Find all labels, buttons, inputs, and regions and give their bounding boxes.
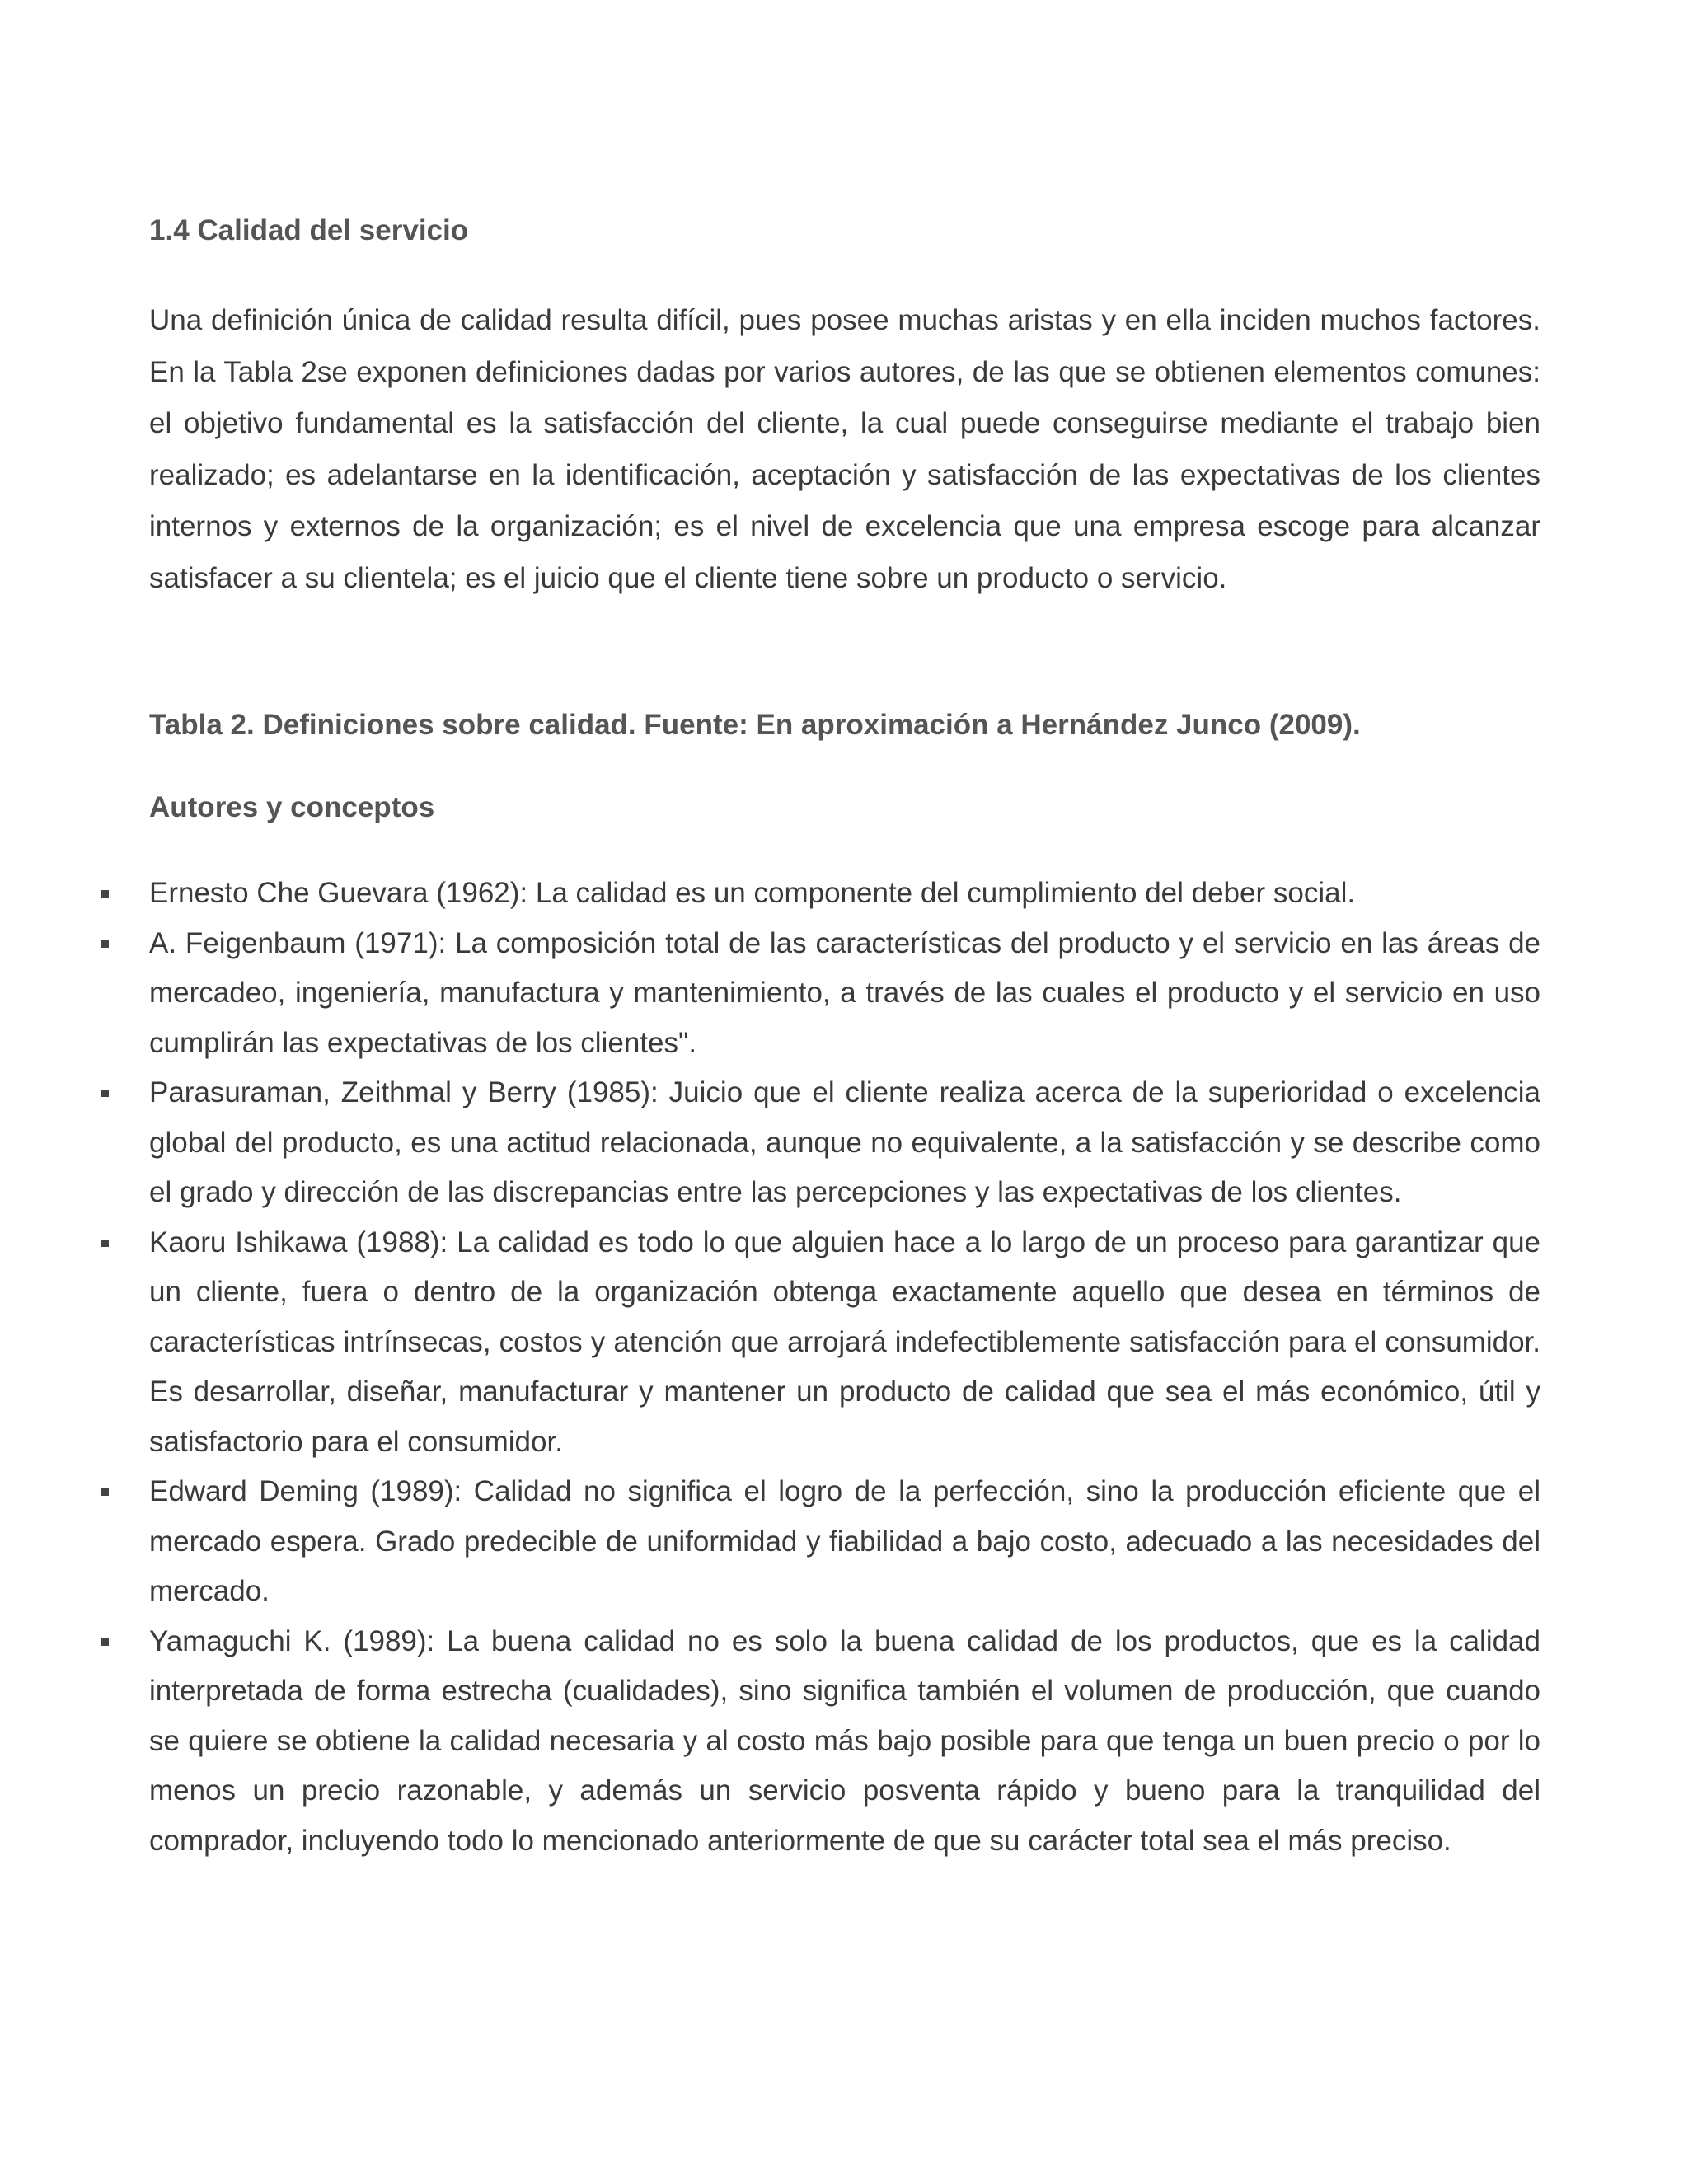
list-item	[149, 1617, 1540, 1867]
square-bullet-icon	[101, 1488, 109, 1496]
square-bullet-icon	[101, 1638, 109, 1646]
table-caption: Tabla 2. Definiciones sobre calidad. Fuente: En aproximación a Hernández Junco (2009).	[149, 709, 1361, 741]
list-item-text: Kaoru Ishikawa (1988): La calidad es todo lo que alguien hace a lo largo de un proceso para garantizar que un cliente, fuera o dentro de la organización obtenga exactamente aquello que desea en términos de características intrínsecas, costos y atención que arrojará indefectiblemente satisfacción para el consumidor. Es desarrollar, diseñar, manufacturar y mantener un producto de calidad que sea el más económico, útil y satisfactorio para el consumidor.	[149, 1226, 1540, 1458]
square-bullet-icon	[101, 1240, 109, 1247]
intro-paragraph: Una definición única de calidad resulta difícil, pues posee muchas aristas y en ella inciden muchos factores. En la Tabla 2se exponen definiciones dadas por varios autores, de las que se obtienen elementos comunes: el objetivo fundamental es la satisfacción del cliente, la cual puede conseguirse mediante el trabajo bien realizado; es adelantarse en la identificación, aceptación y satisfacción de las expectativas de los clientes internos y externos de la organización; es el nivel de excelencia que una empresa escoge para alcanzar satisfacer a su clientela; es el juicio que el cliente tiene sobre un producto o servicio.	[149, 304, 1540, 594]
list-item-text: Yamaguchi K. (1989): La buena calidad no es solo la buena calidad de los productos, que es la calidad interpretada de forma estrecha (cualidades), sino significa también el volumen de producción, que cuando se quiere se obtiene la calidad necesaria y al costo más bajo posible para que tenga un buen precio o por lo menos un precio razonable, y además un servicio posventa rápido y bueno para la tranquilidad del comprador, incluyendo todo lo mencionado anteriormente de que su carácter total sea el más preciso.	[149, 1624, 1540, 1857]
square-bullet-icon	[101, 1090, 109, 1097]
list-item-text: Parasuraman, Zeithmal y Berry (1985): Juicio que el cliente realiza acerca de la superioridad o excelencia global del producto, es una actitud relacionada, aunque no equivalente, a la satisfacción y se describe como el grado y dirección de las discrepancias entre las percepciones y las expectativas de los clientes.	[149, 1076, 1540, 1208]
list-item	[149, 1068, 1540, 1218]
list-heading: Autores y conceptos	[149, 791, 435, 823]
authors-list	[149, 869, 1540, 1866]
list-item	[149, 1467, 1540, 1617]
list-item	[149, 869, 1540, 919]
list-item	[149, 919, 1540, 1069]
square-bullet-icon	[101, 890, 109, 898]
list-item	[149, 1218, 1540, 1468]
list-item-text: Edward Deming (1989): Calidad no significa el logro de la perfección, sino la producción eficiente que el mercado espera. Grado predecible de uniformidad y fiabilidad a bajo costo, adecuado a las necesidades del mercado.	[149, 1475, 1540, 1607]
list-item-text: Ernesto Che Guevara (1962): La calidad es un componente del cumplimiento del deber social.	[149, 877, 1356, 909]
square-bullet-icon	[101, 940, 109, 948]
list-item-text: A. Feigenbaum (1971): La composición total de las características del producto y el servicio en las áreas de mercadeo, ingeniería, manufactura y mantenimiento, a través de las cuales el producto y el servicio en uso cumplirán las expectativas de los clientes".	[149, 926, 1540, 1059]
section-title: 1.4 Calidad del servicio	[149, 214, 469, 246]
